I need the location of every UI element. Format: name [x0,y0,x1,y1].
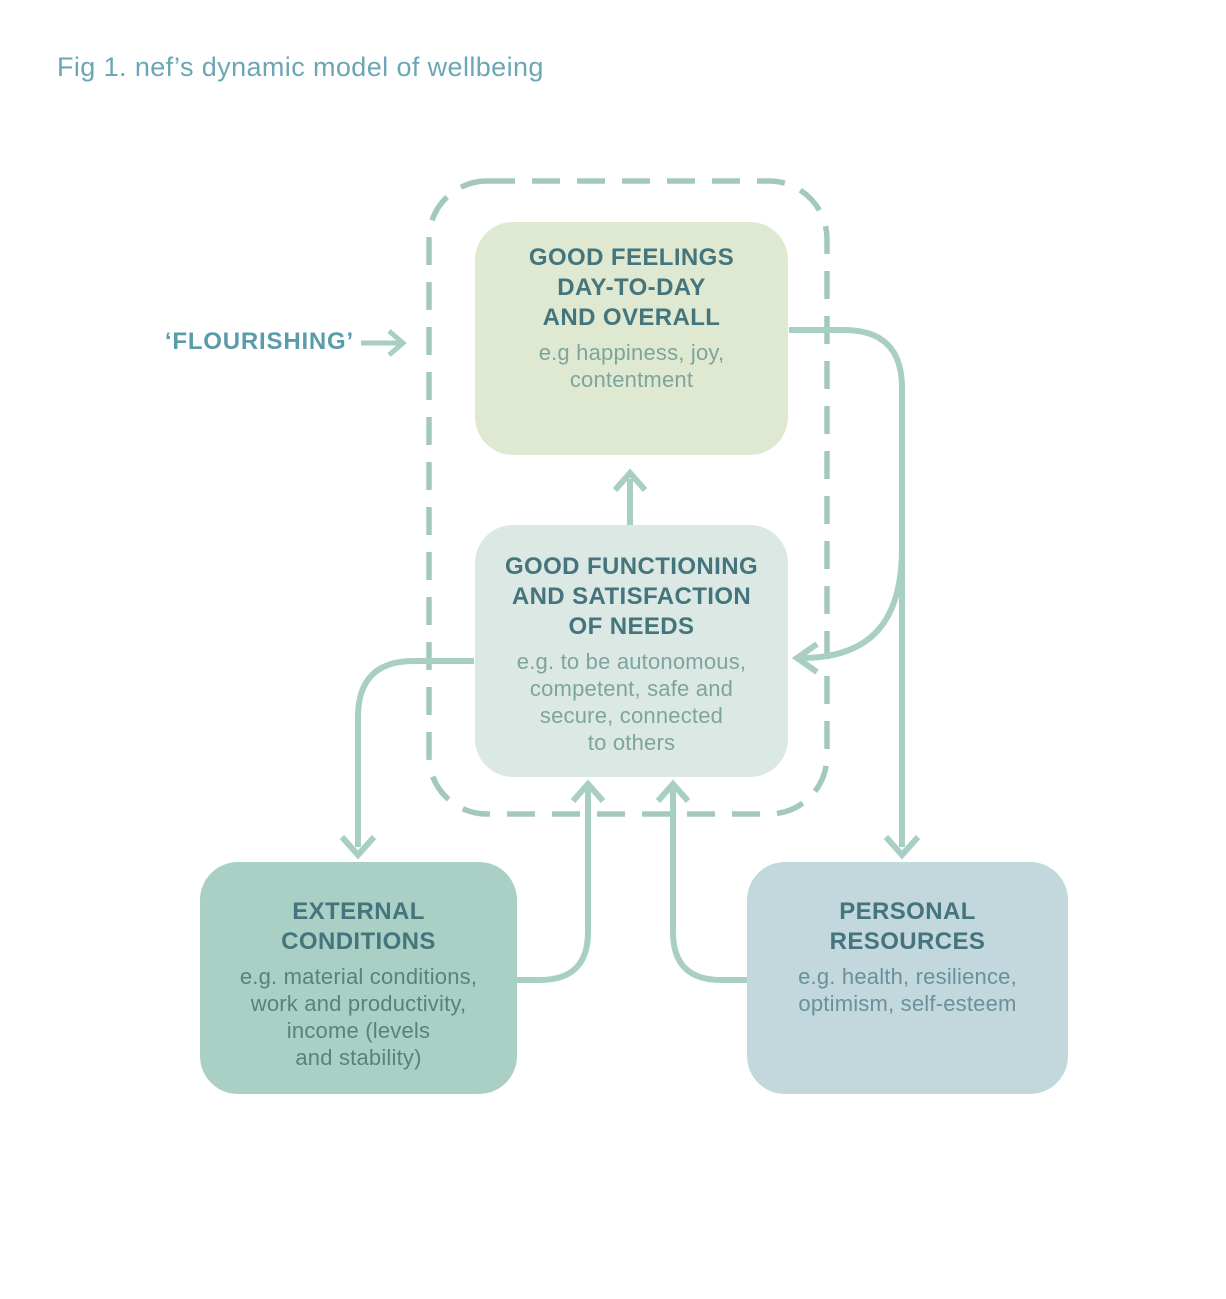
flourishing-label: ‘FLOURISHING’ [164,328,354,355]
box-personal-resources [747,862,1068,1094]
box-subtitle [747,963,1068,1017]
box-title-line: GOOD FEELINGS [528,244,735,271]
figure-title: Fig 1. nef’s dynamic model of wellbeing [57,52,544,82]
box-title-line: AND OVERALL [542,304,721,331]
box-title [475,552,788,642]
box-title-line: EXTERNAL [292,898,425,925]
box-subtitle-line: income (levels [286,1018,431,1043]
box-title-line: PERSONAL [839,898,976,925]
box-subtitle [475,339,788,393]
flourishing-arrow-icon [361,331,403,355]
box-title-line: RESOURCES [829,928,986,955]
box-subtitle-line: e.g happiness, joy, [538,340,725,365]
box-subtitle-line: contentment [569,367,694,392]
box-subtitle-line: and stability) [295,1045,422,1070]
box-subtitle-line: e.g. health, resilience, [798,964,1017,989]
box-subtitle [475,648,788,756]
box-subtitle-line: secure, connected [539,703,724,728]
box-title [747,897,1068,957]
box-title-line: GOOD FUNCTIONING [504,553,759,580]
box-external-conditions [200,862,517,1094]
box-good-functioning [475,525,788,777]
box-subtitle-line: competent, safe and [529,676,734,701]
box-subtitle [200,963,517,1071]
box-title-line: CONDITIONS [281,928,436,955]
arrow-functioning-to-external [342,661,474,855]
box-good-feelings [475,222,788,455]
box-subtitle-line: to others [587,730,676,755]
box-title [200,897,517,957]
box-title-line: OF NEEDS [568,613,695,640]
box-subtitle-line: optimism, self-esteem [798,991,1017,1016]
box-title-line: AND SATISFACTION [511,583,752,610]
box-subtitle-line: e.g. material conditions, [239,964,478,989]
box-title [475,243,788,333]
arrow-feelings-to-functioning [797,548,902,672]
box-title-line: DAY-TO-DAY [557,274,706,301]
arrow-functioning-to-feelings [615,473,645,526]
box-subtitle-line: work and productivity, [250,991,467,1016]
box-subtitle-line: e.g. to be autonomous, [516,649,747,674]
